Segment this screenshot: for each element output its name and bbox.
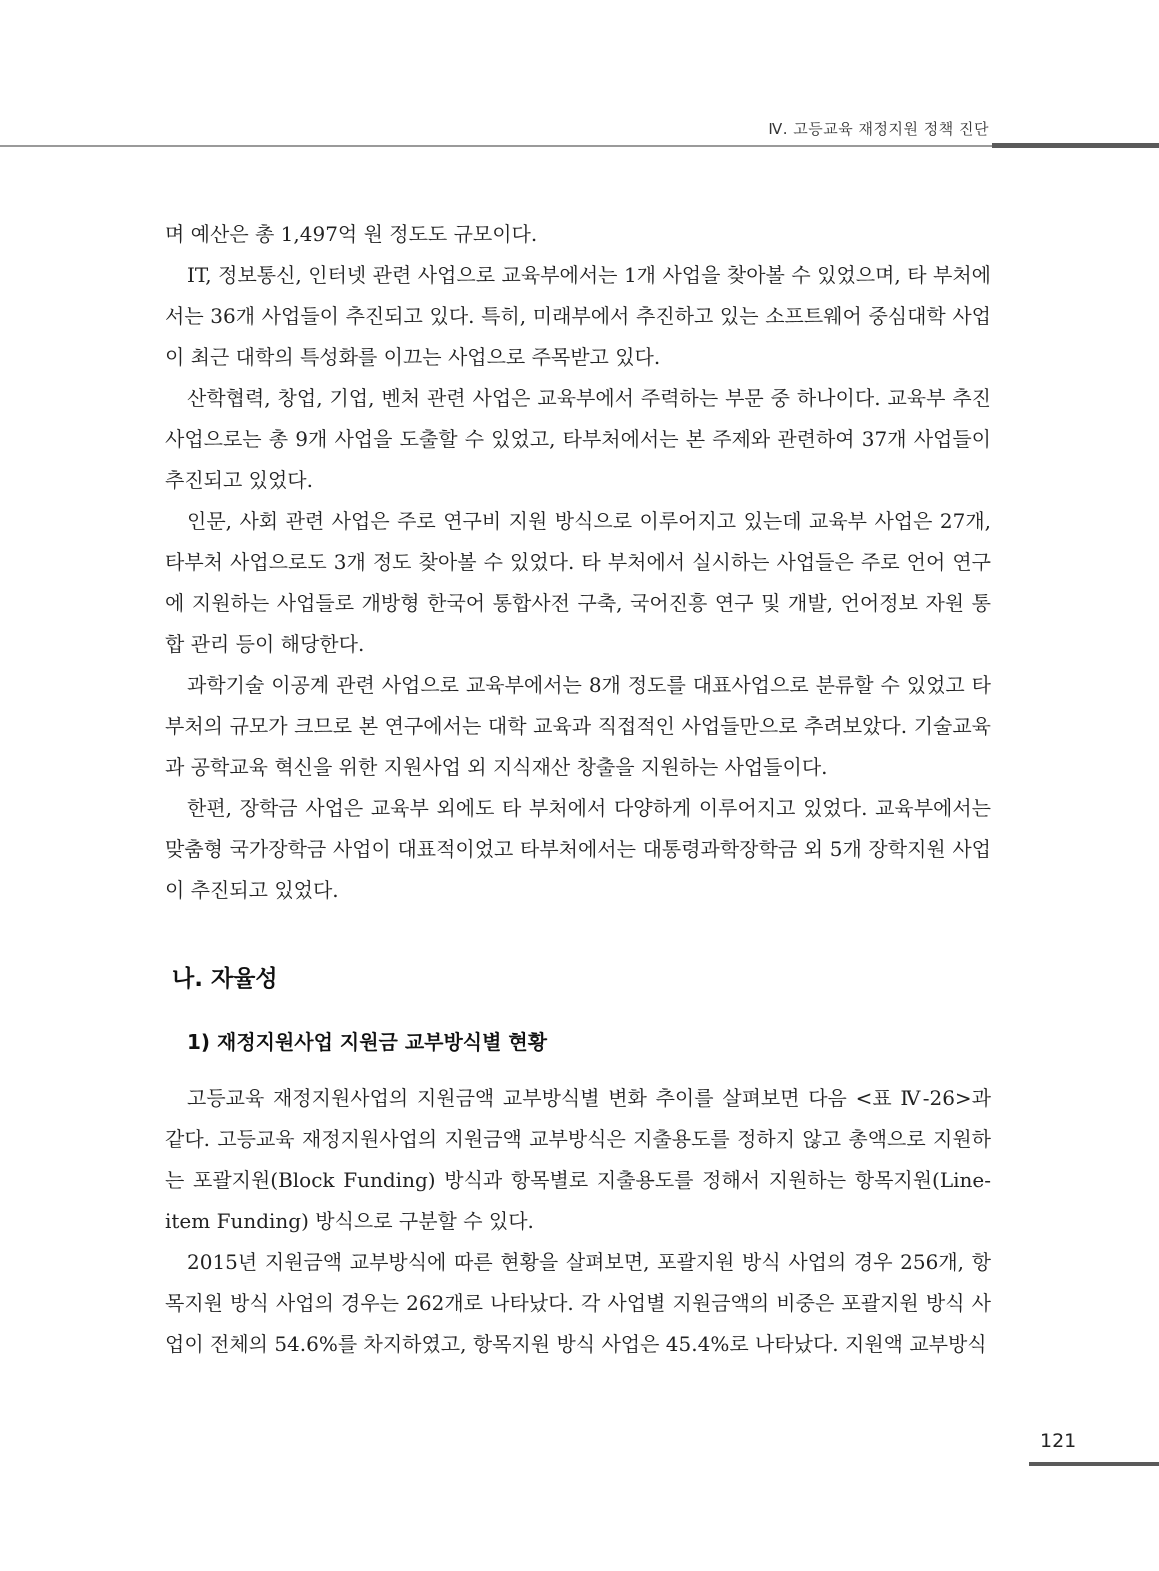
header-divider-accent	[992, 143, 1159, 148]
body-section-2	[165, 1078, 991, 1365]
page-number: 121	[1040, 1430, 1077, 1452]
paragraph: 한편, 장학금 사업은 교육부 외에도 타 부처에서 다양하게 이루어지고 있었다. 교육부에서는 맞춤형 국가장학금 사업이 대표적이었고 타부처에서는 대통령과학장학금 외 5개 장학지원 사업이 추진되고 있었다.	[165, 796, 991, 902]
paragraph: 며 예산은 총 1,497억 원 정도도 규모이다.	[165, 222, 538, 246]
footer-divider	[1029, 1462, 1159, 1466]
running-header: Ⅳ. 고등교육 재정지원 정책 진단	[768, 120, 989, 138]
paragraph: 인문, 사회 관련 사업은 주로 연구비 지원 방식으로 이루어지고 있는데 교육부 사업은 27개, 타부처 사업으로도 3개 정도 찾아볼 수 있었다. 타 부처에서 실시하는 사업들은 주로 언어 연구에 지원하는 사업들로 개방형 한국어 통합사전 구축, 국어진흥 연구 및 개발, 언어정보 자원 통합 관리 등이 해당한다.	[165, 509, 991, 656]
section-heading: 나. 자율성	[172, 966, 278, 992]
paragraph: IT, 정보통신, 인터넷 관련 사업으로 교육부에서는 1개 사업을 찾아볼 수 있었으며, 타 부처에서는 36개 사업들이 추진되고 있다. 특히, 미래부에서 추진하고 있는 소프트웨어 중심대학 사업이 최근 대학의 특성화를 이끄는 사업으로 주목받고 있다.	[165, 263, 991, 369]
paragraph: 2015년 지원금액 교부방식에 따른 현황을 살펴보면, 포괄지원 방식 사업의 경우 256개, 항목지원 방식 사업의 경우는 262개로 나타났다. 각 사업별 지원금액의 비중은 포괄지원 방식 사업이 전체의 54.6%를 차지하였고, 항목지원 방식 사업은 45.4%로 나타났다. 지원액 교부방식	[165, 1250, 991, 1356]
body-section-1	[165, 214, 991, 911]
subsection-heading: 1) 재정지원사업 지원금 교부방식별 현황	[187, 1030, 548, 1054]
paragraph: 고등교육 재정지원사업의 지원금액 교부방식별 변화 추이를 살펴보면 다음 <표 Ⅳ-26>과 같다. 고등교육 재정지원사업의 지원금액 교부방식은 지출용도를 정하지 않고 총액으로 지원하는 포괄지원(Block Funding) 방식과 항목별로 지출용도를 정해서 지원하는 항목지원(Line-item Funding) 방식으로 구분할 수 있다.	[165, 1086, 991, 1233]
paragraph: 과학기술 이공계 관련 사업으로 교육부에서는 8개 정도를 대표사업으로 분류할 수 있었고 타 부처의 규모가 크므로 본 연구에서는 대학 교육과 직접적인 사업들만으로 추려보았다. 기술교육과 공학교육 혁신을 위한 지원사업 외 지식재산 창출을 지원하는 사업들이다.	[165, 673, 991, 779]
paragraph: 산학협력, 창업, 기업, 벤처 관련 사업은 교육부에서 주력하는 부문 중 하나이다. 교육부 추진 사업으로는 총 9개 사업을 도출할 수 있었고, 타부처에서는 본 주제와 관련하여 37개 사업들이 추진되고 있었다.	[165, 386, 991, 492]
header-divider	[0, 145, 1159, 147]
